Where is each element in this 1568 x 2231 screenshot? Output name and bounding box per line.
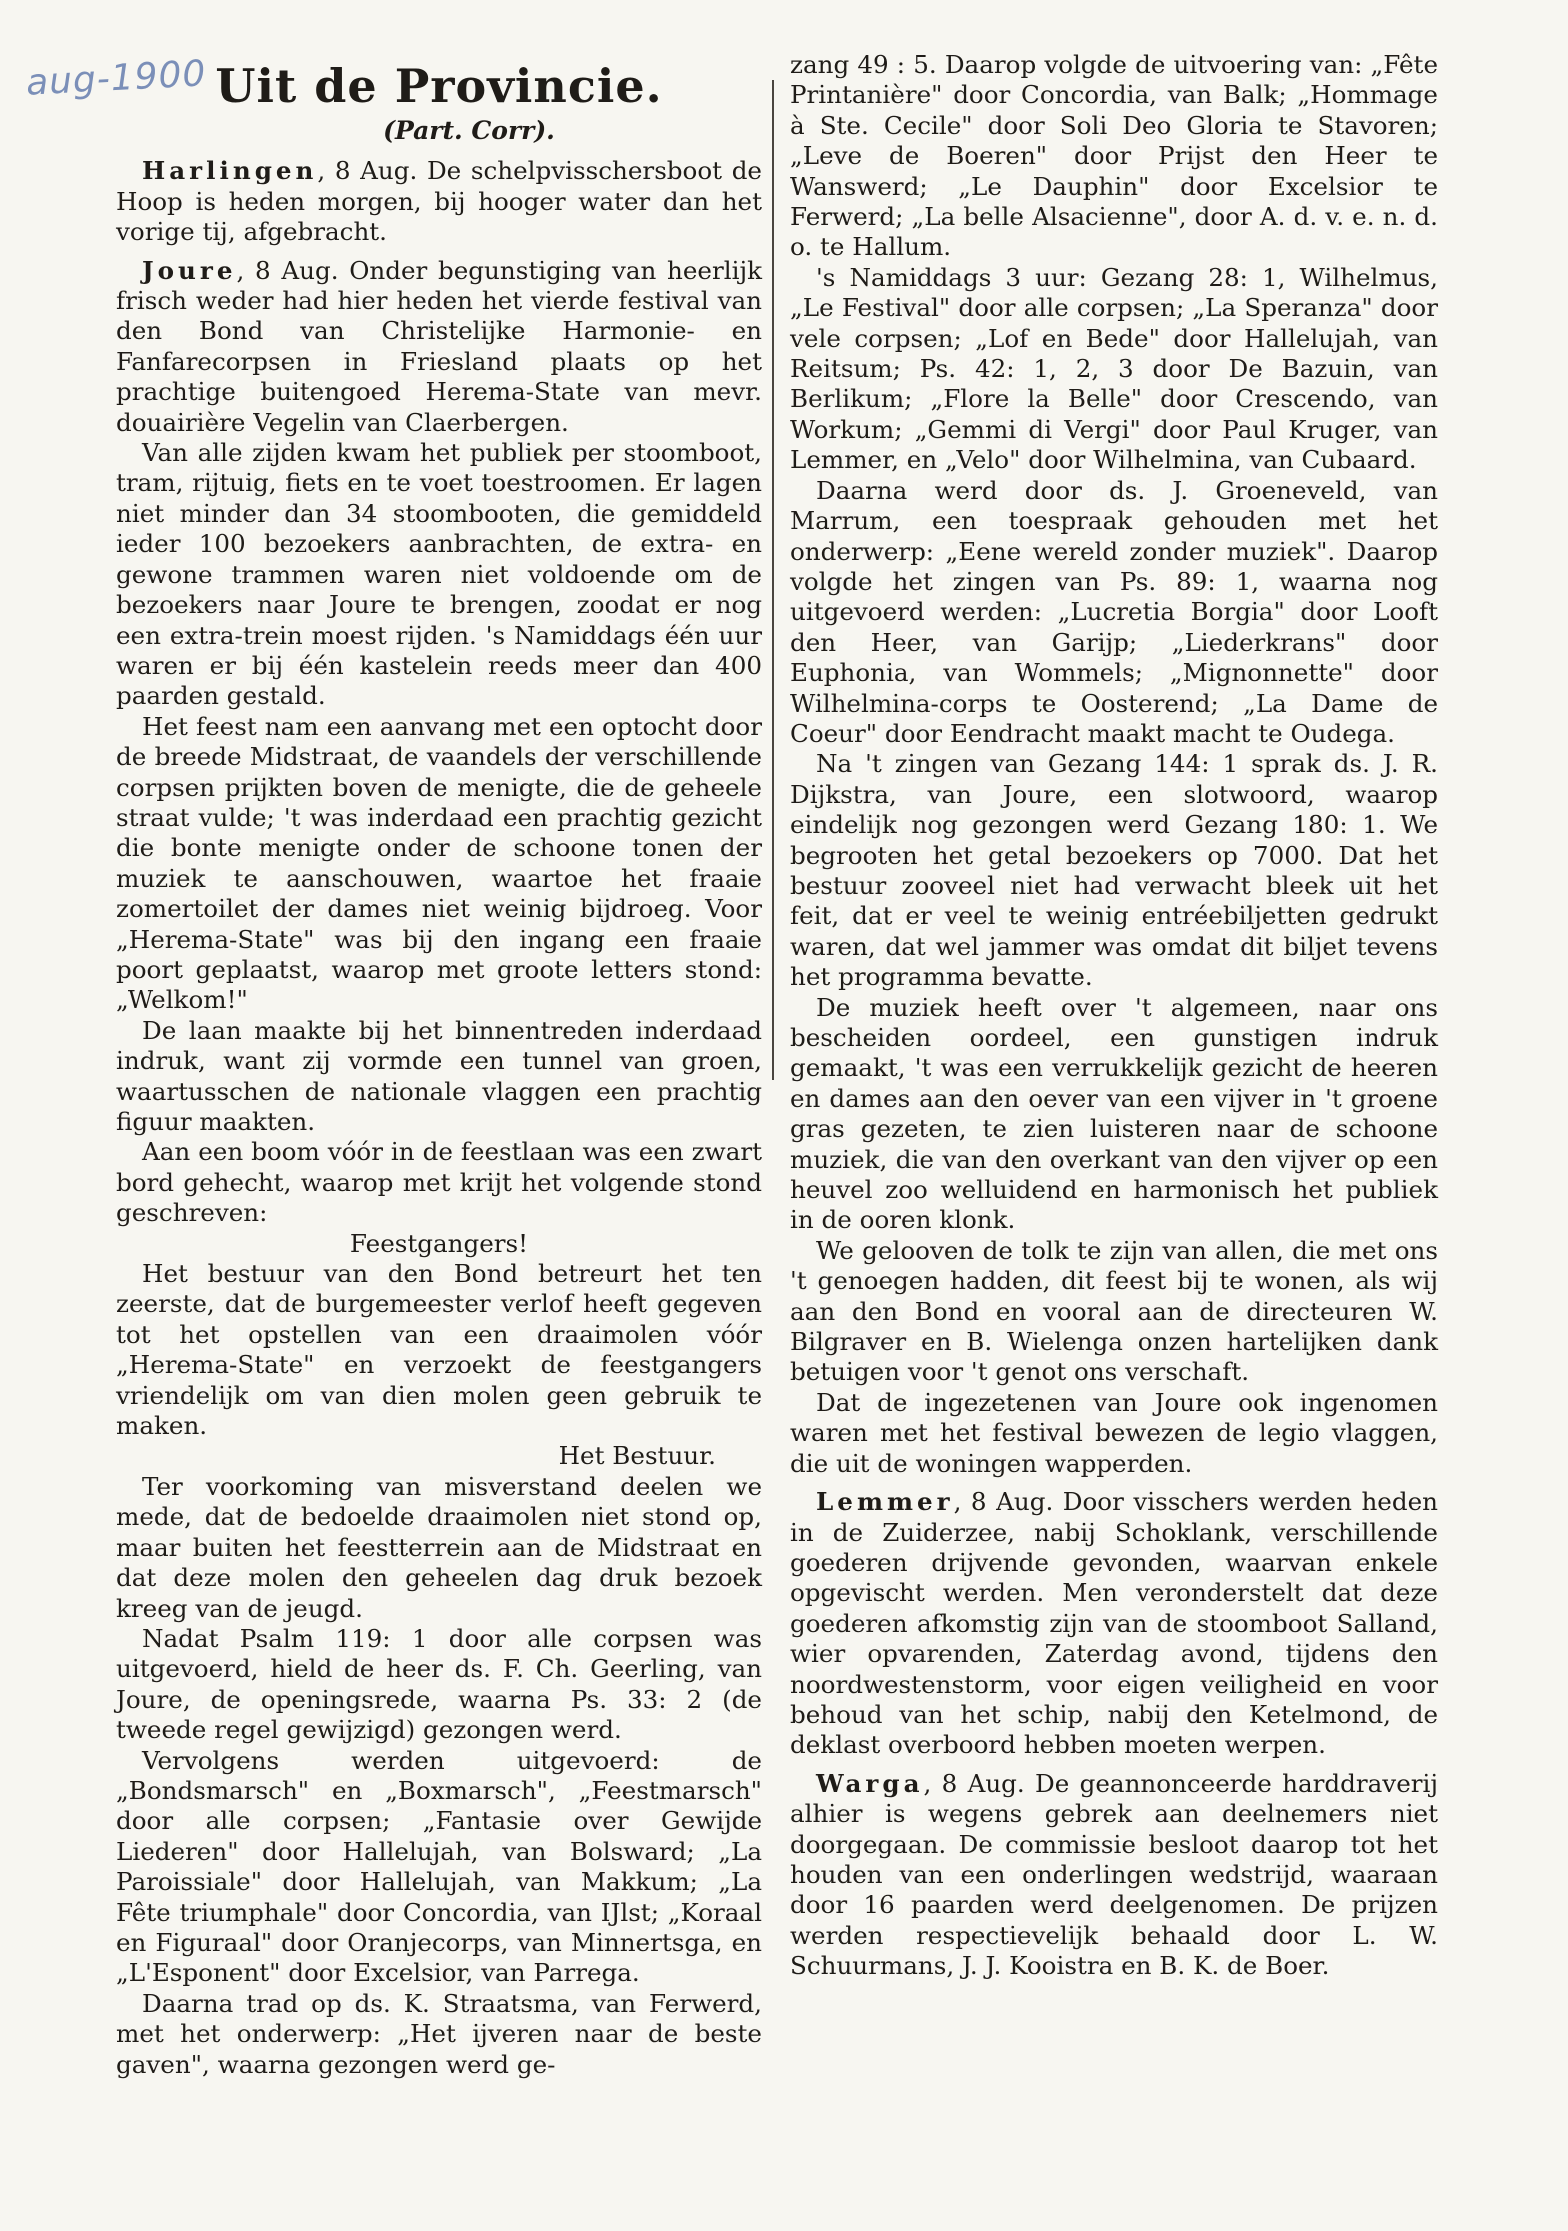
dateline-warga: Warga bbox=[816, 1768, 924, 1798]
article-paragraph: We gelooven de tolk te zijn van allen, die met ons 't genoegen hadden, dit feest bij te wonen, als wij aan den Bond en vooral aan de directeuren W. Bilgraver en B. Wielenga onzen hartelijken dank betuigen voor 't genot ons verschaft. bbox=[790, 1235, 1438, 1387]
article-paragraph: De laan maakte bij het binnentreden inderdaad indruk, want zij vormde een tunnel van groen, waartusschen de nationale vlaggen een prachtig figuur maakten. bbox=[116, 1015, 762, 1136]
notice-heading: Feestgangers! bbox=[349, 1228, 529, 1258]
lemmer-paragraph bbox=[790, 1487, 1438, 1761]
article-paragraph: De muziek heeft over 't algemeen, naar ons bescheiden oordeel, een gunstigen indruk gemaakt, 't was een verrukkelijk gezicht de heeren en dames aan den oever van een vijver in 't groene gras gezeten, te zien luisteren naar de schoone muziek, die van den overkant van den vijver op een heuvel zoo welluidend en harmonisch het publiek in de ooren klonk. bbox=[790, 992, 1438, 1235]
article-paragraph: Aan een boom vóór in de feestlaan was een zwart bord gehecht, waarop met krijt het volgende stond geschreven: bbox=[116, 1137, 762, 1228]
article-paragraph: Na 't zingen van Gezang 144: 1 sprak ds. J. R. Dijkstra, van Joure, een slotwoord, waarop eindelijk nog gezongen werd Gezang 180: 1. We begrooten het getal bezoekers op 7000. Dat het bestuur zooveel niet had verwacht bleek uit het feit, dat er veel te weinig entréebiljetten gedrukt waren, dat wel jammer was omdat dit biljet tevens het programma bevatte. bbox=[790, 749, 1438, 992]
article-title: Uit de Provincie. bbox=[215, 59, 663, 113]
dateline-joure: Joure bbox=[142, 255, 237, 285]
article-paragraph: Nadat Psalm 119: 1 door alle corpsen was uitgevoerd, hield de heer ds. F. Ch. Geerling, van Joure, de openingsrede, waarna Ps. 33: 2 (de tweede regel gewijzigd) gezongen werd. bbox=[116, 1623, 762, 1745]
article-byline: (Part. Corr). bbox=[383, 116, 555, 145]
right-column bbox=[790, 50, 1438, 1982]
harlingen-text: , 8 Aug. De schelpvisschersboot de Hoop is heden morgen, bij hooger water dan het vorige tij, afgebracht. bbox=[116, 156, 762, 247]
article-paragraph: 's Namiddags 3 uur: Gezang 28: 1, Wilhelmus, „Le Festival" door alle corpsen; „La Speranza" door vele corpsen; „Lof en Bede" door Hallelujah, van Reitsum; Ps. 42: 1, 2, 3 door De Bazuin, van Berlikum; „Flore la Belle" door Crescendo, van Workum; „Gemmi di Vergi" door Paul Kruger, van Lemmer, en „Velo" door Wilhelmina, van Cubaard. bbox=[790, 262, 1438, 475]
article-paragraph: Het feest nam een aanvang met een optocht door de breede Midstraat, de vaandels der verschillende corpsen prijkten boven de menigte, die de geheele straat vulde; 't was inderdaad een prachtig gezicht die bonte menigte onder de schoone tonen der muziek te aanschouwen, waartoe het fraaie zomertoilet der dames niet weinig bijdroeg. Voor „Herema-State" was bij den ingang een fraaie poort geplaatst, waarop met groote letters stond: „Welkom!" bbox=[116, 711, 762, 1015]
dateline-harlingen: Harlingen bbox=[142, 156, 318, 186]
notice-text: Het bestuur van den Bond betreurt het ten zeerste, dat de burgemeester verlof heeft gegeven tot het opstellen van een draaimolen vóór „Herema-State" en verzoekt de feestgangers vriendelijk om van dien molen geen gebruik te maken. bbox=[116, 1259, 762, 1441]
warga-text: , 8 Aug. De geannonceerde harddraverij alhier is wegens gebrek aan deelnemers niet doorgegaan. De commissie besloot daarop tot het houden van een onderlingen wedstrijd, waaraan door 16 paarden werd deelgenomen. De prijzen werden respectievelijk behaald door L. W. Schuurmans, J. J. Kooistra en B. K. de Boer. bbox=[790, 1768, 1438, 1981]
article-paragraph: zang 49 : 5. Daarop volgde de uitvoering van: „Fête Printanière" door Concordia, van Balk; „Hommage à Ste. Cecile" door Soli Deo Gloria te Stavoren; „Leve de Boeren" door Prijst den Heer te Wanswerd; „Le Dauphin" door Excelsior te Ferwerd; „La belle Alsacienne", door A. d. v. e. n. d. o. te Hallum. bbox=[790, 50, 1438, 262]
joure-paragraph bbox=[116, 256, 762, 438]
warga-paragraph bbox=[790, 1769, 1438, 1982]
notice-signature: Het Bestuur. bbox=[558, 1441, 716, 1471]
article-paragraph: Van alle zijden kwam het publiek per stoomboot, tram, rijtuig, fiets en te voet toestroomen. Er lagen niet minder dan 34 stoombooten, die gemiddeld ieder 100 bezoekers aanbrachten, de extra- en gewone trammen waren niet voldoende om de bezoekers naar Joure te brengen, zoodat er nog een extra-trein moest rijden. 's Namiddags één uur waren er bij één kastelein reeds meer dan 400 paarden gestald. bbox=[116, 438, 762, 711]
column-divider bbox=[772, 80, 774, 1080]
lemmer-text: , 8 Aug. Door visschers werden heden in de Zuiderzee, nabij Schoklank, verschillende goederen drijvende gevonden, waarvan enkele opgevischt werden. Men veronderstelt dat deze goederen afkomstig zijn van de stoomboot Salland, wier opvarenden, Zaterdag avond, tijdens den noordwestenstorm, voor eigen veiligheid en voor behoud van het schip, nabij den Ketelmond, de deklast overboord hebben moeten werpen. bbox=[790, 1487, 1438, 1760]
joure-text: , 8 Aug. Onder begunstiging van heerlijk frisch weder had hier heden het vierde festival van den Bond van Christelijke Harmonie- en Fanfarecorpsen in Friesland plaats op het prachtige buitengoed Herema-State van mevr. douairière Vegelin van Claerbergen. bbox=[116, 255, 762, 437]
article-paragraph: Daarna werd door ds. J. Groeneveld, van Marrum, een toespraak gehouden met het onderwerp: „Eene wereld zonder muziek". Daarop volgde het zingen van Ps. 89: 1, waarna nog uitgevoerd werden: „Lucretia Borgia" door Looft den Heer, van Garijp; „Liederkrans" door Euphonia, van Wommels; „Mignonnette" door Wilhelmina-corps te Oosterend; „La Dame de Coeur" door Eendracht maakt macht te Oudega. bbox=[790, 475, 1438, 748]
article-paragraph: Dat de ingezetenen van Joure ook ingenomen waren met het festival bewezen de legio vlaggen, die uit de woningen wapperden. bbox=[790, 1387, 1438, 1478]
article-paragraph: Daarna trad op ds. K. Straatsma, van Ferwerd, met het onderwerp: „Het ijveren naar de beste gaven", waarna gezongen werd ge- bbox=[116, 1988, 762, 2079]
article-paragraph: Ter voorkoming van misverstand deelen we mede, dat de bedoelde draaimolen niet stond op, maar buiten het feestterrein aan de Midstraat en dat deze molen den geheelen dag druk bezoek kreeg van de jeugd. bbox=[116, 1471, 762, 1623]
dateline-lemmer: Lemmer bbox=[816, 1487, 954, 1517]
harlingen-paragraph bbox=[116, 156, 762, 247]
left-column bbox=[116, 50, 762, 2080]
article-paragraph: Vervolgens werden uitgevoerd: de „Bondsmarsch" en „Boxmarsch", „Feestmarsch" door alle corpsen; „Fantasie over Gewijde Liederen" door Hallelujah, van Bolsward; „La Paroissiale" door Hallelujah, van Makkum; „La Fête triumphale" door Concordia, van IJlst; „Koraal en Figuraal" door Oranjecorps, van Minnertsga, en „L'Esponent" door Excelsior, van Parrega. bbox=[116, 1745, 762, 1988]
handwritten-date-annotation: aug-1900 bbox=[25, 53, 208, 104]
